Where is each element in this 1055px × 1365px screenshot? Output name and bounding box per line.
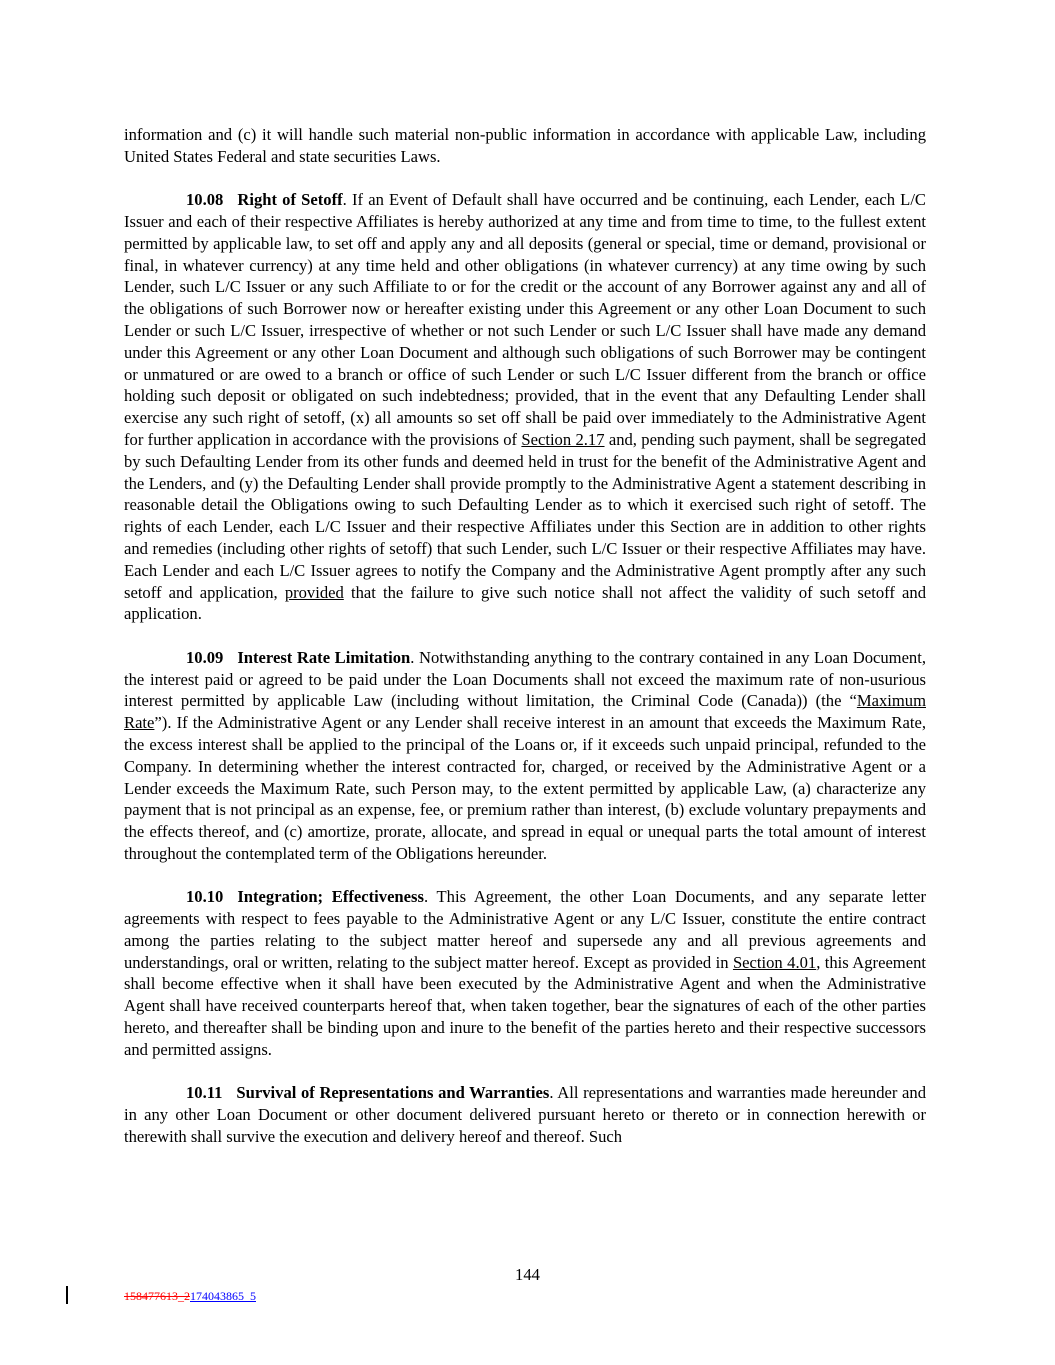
section-number: 10.10 — [186, 887, 224, 907]
document-body — [124, 124, 926, 1169]
page-number: 144 — [515, 1265, 540, 1284]
proviso-term: provided — [284, 582, 344, 602]
section-text: . This Agreement, the other Loan Documents, and any separate letter agreements with respect to fees payable to the Administrative Agent or any L/C Issuer, constitute the entire contract among the parties relating to the subject matter hereof and supersede any and all previous agreements and understandings, oral or written, relating to the subject matter hereof. Except as provided in — [124, 887, 927, 972]
section-text: . Notwithstanding anything to the contrary contained in any Loan Document, the interest paid or agreed to be paid under the Loan Documents shall not exceed the maximum rate of non-usurious interest permitted by applicable Law (including without limitation, the Criminal Code (Canada)) (the “ — [124, 647, 926, 711]
document-id-deleted: 158477613_2 — [124, 1289, 190, 1303]
section-10-10 — [124, 886, 926, 1060]
section-10-09 — [124, 647, 926, 865]
section-number: 10.08 — [186, 190, 224, 210]
section-title: Right of Setoff — [237, 190, 343, 210]
section-text: ”). If the Administrative Agent or any Lender shall receive interest in an amount that exceeds the Maximum Rate, the excess interest shall be applied to the principal of the Loans or, if it exceeds such unpaid principal, refunded to the Company. In determining whether the interest contracted for, charged, or received by the Administrative Agent or a Lender exceeds the Maximum Rate, such Person may, to the extent permitted by applicable Law, (a) characterize any payment that is not principal as an expense, fee, or premium rather than interest, (b) exclude voluntary prepayments and the effects thereof, and (c) amortize, prorate, allocate, and spread in equal or unequal parts the total amount of interest throughout the contemplated term of the Obligations hereunder. — [124, 713, 926, 863]
section-text: . If an Event of Default shall have occurred and be continuing, each Lender, each L/C Issuer and each of their respective Affiliates is hereby authorized at any time and from time to time, to the fullest extent permitted by applicable law, to set off and apply any and all deposits (general or special, time or demand, provisional or final, in whatever currency) at any time held and other obligations (in whatever currency) at any time owing by such Lender, such L/C Issuer or any such Affiliate to or for the credit or the account of any Borrower against any and all of the obligations of such Borrower now or hereafter existing under this Agreement or any other Loan Document to such Lender or such L/C Issuer, irrespective of whether or not such Lender or such L/C Issuer shall have made any demand under this Agreement or any other Loan Document and although such obligations of such Borrower may be contingent or unmatured or are owed to a branch or office of such Lender or such L/C Issuer different from the branch or office holding such deposit or obligated on such indebtedness; provided, that in the event that any Defaulting Lender shall exercise any such right of setoff, (x) all amounts so set off shall be paid over immediately to the Administrative Agent for further application in accordance with the provisions of — [124, 190, 926, 449]
section-cross-reference: Section 2.17 — [521, 429, 605, 449]
section-number: 10.11 — [186, 1083, 223, 1103]
section-title: Integration; Effectiveness — [237, 887, 424, 907]
section-text: . All representations and warranties made hereunder and in any other Loan Document or other document delivered pursuant hereto or thereto or in connection herewith or therewith shall survive the execution and delivery hereof and thereof. Such — [124, 1083, 926, 1146]
defined-term: Maximum Rate — [124, 691, 926, 733]
section-title: Interest Rate Limitation — [237, 647, 411, 667]
document-id-inserted: 174043865_5 — [190, 1289, 256, 1303]
revision-change-bar — [66, 1286, 68, 1304]
intro-paragraph: information and (c) it will handle such material non-public information in accordance with applicable Law, including United States Federal and state securities Laws. — [124, 125, 926, 166]
document-id — [124, 1289, 256, 1304]
section-text: , this Agreement shall become effective when it shall have been executed by the Administrative Agent and when the Administrative Agent shall have received counterparts hereof that, when taken together, bear the signatures of each of the other parties hereto, and thereafter shall be binding upon and inure to the benefit of the parties hereto and their respective successors and permitted assigns. — [124, 952, 926, 1059]
section-text: and, pending such payment, shall be segregated by such Defaulting Lender from its other funds and deemed held in trust for the benefit of the Administrative Agent and the Lenders, and (y) the Defaulting Lender shall provide promptly to the Administrative Agent a statement describing in reasonable detail the Obligations owing to such Defaulting Lender as to which it exercised such right of setoff. The rights of each Lender, each L/C Issuer and their respective Affiliates under this Section are in addition to other rights and remedies (including other rights of setoff) that such Lender, such L/C Issuer or their respective Affiliates may have. Each Lender and each L/C Issuer agrees to notify the Company and the Administrative Agent promptly after any such setoff and application, — [124, 429, 926, 602]
section-number: 10.09 — [186, 647, 224, 667]
section-10-11 — [124, 1082, 926, 1147]
section-text: that the failure to give such notice shall not affect the validity of such setoff and application. — [124, 582, 926, 624]
section-cross-reference: Section 4.01 — [732, 952, 817, 972]
section-10-08 — [124, 189, 926, 625]
section-title: Survival of Representations and Warranties — [236, 1083, 550, 1103]
